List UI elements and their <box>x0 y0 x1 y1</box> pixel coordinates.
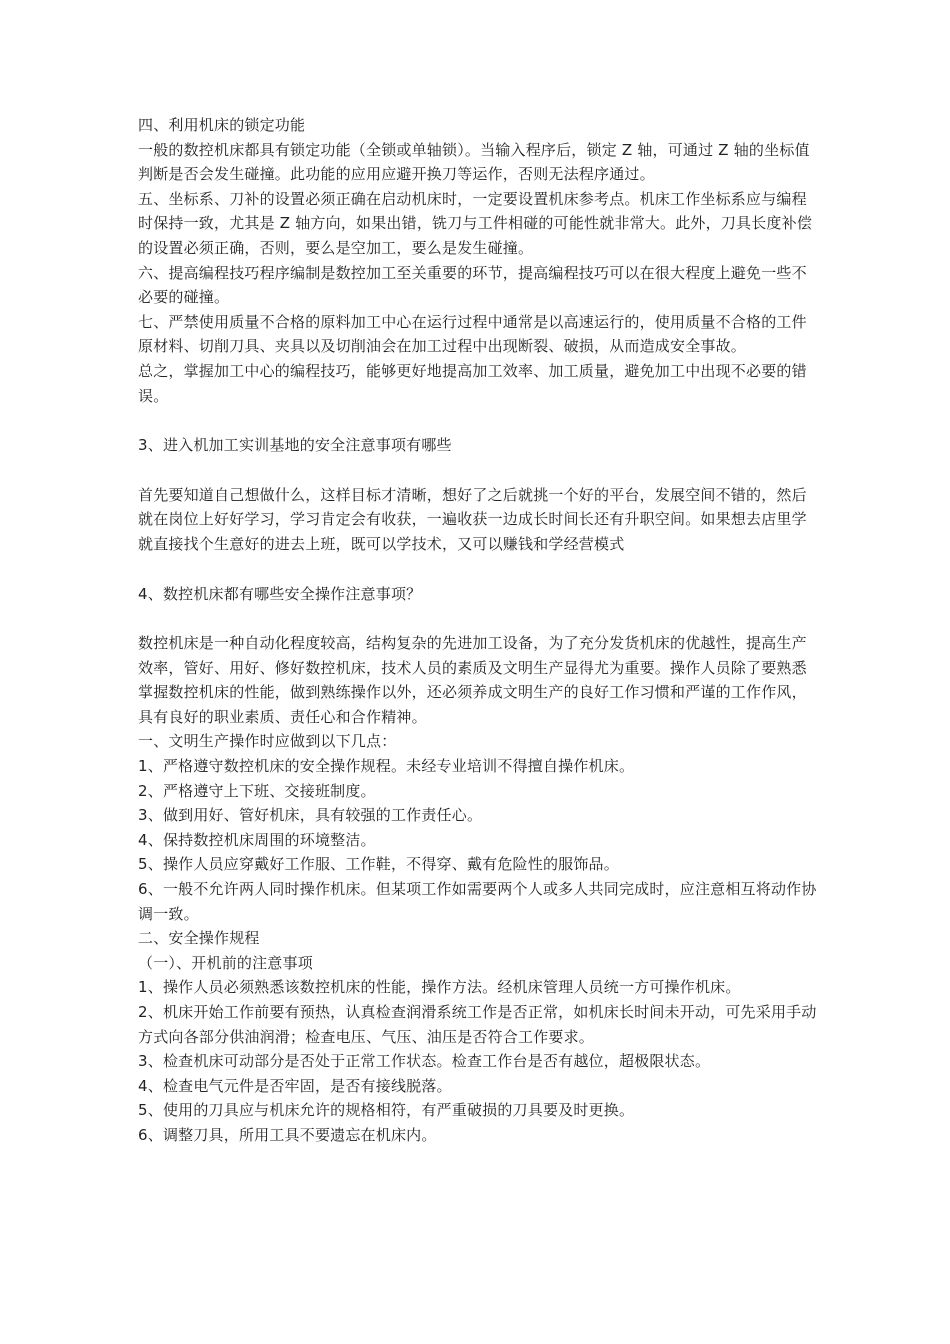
list-item: 5、操作人员应穿戴好工作服、工作鞋，不得穿、戴有危险性的服饰品。 <box>138 855 619 874</box>
list-item: 6、一般不允许两人同时操作机床。但某项工作如需要两个人或多人共同完成时，应注意相互将动作协调一致。 <box>138 880 817 923</box>
list-item: 4、保持数控机床周围的环境整洁。 <box>138 830 376 849</box>
paragraph-lock-function: 一般的数控机床都具有锁定功能（全锁或单轴锁）。当输入程序后，锁定 Z 轴，可通过 Z 轴的坐标值判断是否会发生碰撞。此功能的应用应避开换刀等运作，否则无法程序通过。 <box>138 140 810 184</box>
answer-intro-paragraph: 数控机床是一种自动化程度较高，结构复杂的先进加工设备，为了充分发货机床的优越性，提高生产效率，管好、用好、修好数控机床，技术人员的素质及文明生产显得尤为重要。操作人员除了要熟悉掌握数控机床的性能，做到熟练操作以外，还必须养成文明生产的良好工作习惯和严谨的工作作风，具有良好的职业素质、责任心和合作精神。 <box>138 634 807 726</box>
list-item: 2、机床开始工作前要有预热，认真检查润滑系统工作是否正常，如机床长时间未开动，可先采用手动方式向各部分供油润滑；检查电压、气压、油压是否符合工作要求。 <box>138 1003 817 1046</box>
spacer <box>138 408 818 433</box>
question-heading-3: 3、进入机加工实训基地的安全注意事项有哪些 <box>138 436 452 455</box>
list-heading-safety-rules: 二、安全操作规程 <box>138 929 260 948</box>
list-item: 6、调整刀具，所用工具不要遗忘在机床内。 <box>138 1125 437 1144</box>
list-item: 3、做到用好、管好机床，具有较强的工作责任心。 <box>138 806 483 825</box>
answer-paragraph-3: 首先要知道自己想做什么，这样目标才清晰，想好了之后就挑一个好的平台，发展空间不错的，然后就在岗位上好好学习，学习肯定会有收获，一遍收获一边成长时间长还有升职空间。如果想去店里学就直接找个生意好的进去上班，既可以学技术，又可以赚钱和学经营模式 <box>138 485 807 553</box>
subheading-before-startup: （一）、开机前的注意事项 <box>138 953 313 972</box>
spacer <box>138 458 818 483</box>
paragraph-coordinate-system: 五、坐标系、刀补的设置必须正确在启动机床时，一定要设置机床参考点。机床工作坐标系应与编程时保持一致，尤其是 Z 轴方向，如果出错，铣刀与工件相碰的可能性就非常大。此外，刀具长度补偿的设置必须正确，否则，要么是空加工，要么是发生碰撞。 <box>138 189 813 257</box>
paragraph-material-quality: 七、严禁使用质量不合格的原料加工中心在运行过程中通常是以高速运行的，使用质量不合格的工件原材料、切削刀具、夹具以及切削油会在加工过程中出现断裂、破损，从而造成安全事故。 <box>138 312 807 356</box>
list-item: 1、操作人员必须熟悉该数控机床的性能，操作方法。经机床管理人员统一方可操作机床。 <box>138 978 741 997</box>
list-heading-civilized-production: 一、文明生产操作时应做到以下几点： <box>138 732 397 751</box>
list-item: 1、严格遵守数控机床的安全操作规程。未经专业培训不得擅自操作机床。 <box>138 757 635 776</box>
question-heading-4: 4、数控机床都有哪些安全操作注意事项？ <box>138 584 422 603</box>
spacer <box>138 606 818 631</box>
paragraph-programming-skill: 六、提高编程技巧程序编制是数控加工至关重要的环节，提高编程技巧可以在很大程度上避免一些不必要的碰撞。 <box>138 263 807 307</box>
list-item: 4、检查电气元件是否牢固，是否有接线脱落。 <box>138 1076 452 1095</box>
section-heading-lock-function: 四、利用机床的锁定功能 <box>138 116 306 134</box>
spacer <box>138 557 818 582</box>
list-item: 2、严格遵守上下班、交接班制度。 <box>138 781 376 800</box>
paragraph-summary: 总之，掌握加工中心的编程技巧，能够更好地提高加工效率、加工质量，避免加工中出现不必要的错误。 <box>138 361 807 405</box>
list-item: 3、检查机床可动部分是否处于正常工作状态。检查工作台是否有越位，超极限状态。 <box>138 1052 711 1071</box>
document-body <box>138 113 818 1148</box>
list-item: 5、使用的刀具应与机床允许的规格相符，有严重破损的刀具要及时更换。 <box>138 1101 635 1120</box>
